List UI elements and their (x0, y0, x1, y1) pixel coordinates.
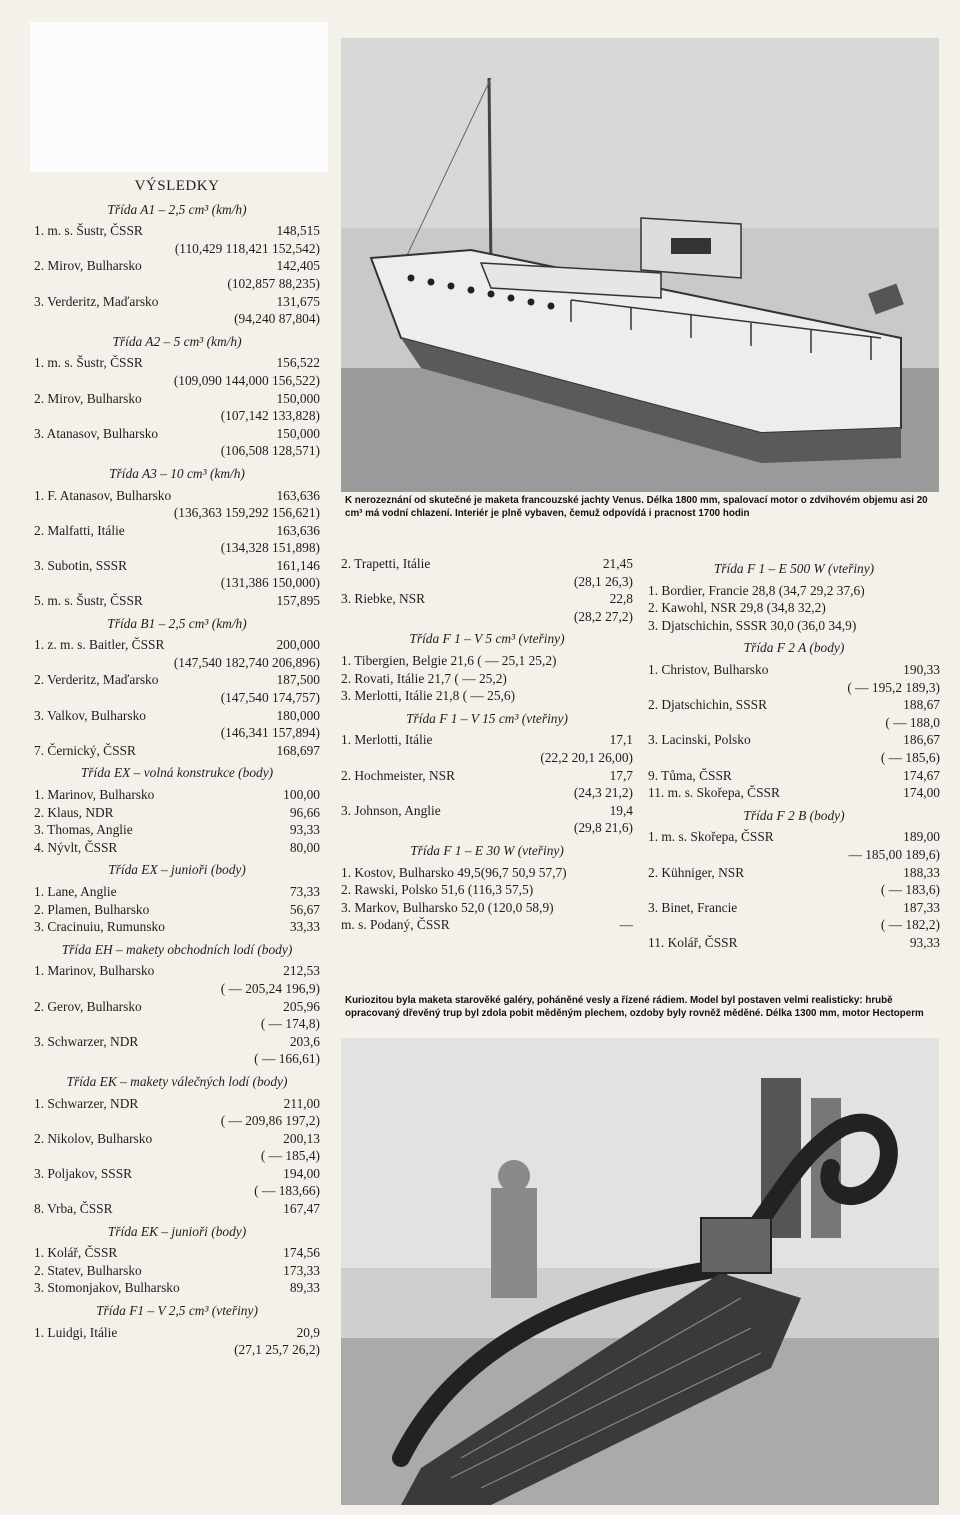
result-value: 17,7 (609, 767, 633, 783)
competitor: 1. Tibergien, Belgie 21,6 ( — 25,1 25,2) (341, 652, 557, 668)
result-value: 200,13 (283, 1130, 320, 1146)
competitor: 11. m. s. Skořepa, ČSSR (648, 785, 780, 801)
competitor: 2. Kawohl, NSR 29,8 (34,8 32,2) (648, 600, 826, 616)
galley-photo (341, 1038, 939, 1505)
result-value: 212,53 (283, 963, 320, 979)
result-row (34, 1262, 320, 1280)
result-value: 33,33 (289, 919, 320, 935)
class-heading: Třída F 1 – V 5 cm³ (vteřiny) (409, 631, 565, 647)
competitor: 3. Poljakov, SSSR (34, 1165, 133, 1181)
competitor: 2. Nikolov, Bulharsko (34, 1130, 153, 1146)
result-row (648, 696, 940, 714)
result-value: 56,67 (289, 901, 320, 917)
competitor: 1. m. s. Skořepa, ČSSR (648, 829, 774, 845)
result-row (34, 1244, 320, 1262)
result-row (341, 687, 633, 705)
competitor: 1. Marinov, Bulharsko (34, 963, 155, 979)
result-value: 188,33 (903, 864, 940, 880)
result-row (34, 354, 320, 372)
competitor: 7. Černický, ČSSR (34, 742, 136, 758)
result-value: 96,66 (289, 804, 320, 820)
class-heading: Třída EH – makety obchodních lodí (body) (61, 941, 293, 957)
attempt-values: (146,341 157,894) (220, 725, 320, 741)
class-heading: Třída A1 – 2,5 cm³ (km/h) (107, 201, 247, 217)
competitor: 3. Cracinuiu, Rumunsko (34, 919, 165, 935)
result-row (341, 652, 633, 670)
result-row (34, 487, 320, 505)
competitor: 2. Gerov, Bulharsko (34, 998, 142, 1014)
result-value: 174,00 (903, 785, 940, 801)
result-row (648, 899, 940, 917)
result-row (34, 1130, 320, 1148)
result-value: 200,000 (276, 637, 320, 653)
result-row (341, 864, 633, 882)
result-value: 188,67 (903, 697, 940, 713)
result-row (34, 1200, 320, 1218)
competitor: 3. Markov, Bulharsko 52,0 (120,0 58,9) (341, 899, 554, 915)
attempt-values: ( — 185,6) (880, 749, 940, 765)
result-row (34, 962, 320, 980)
result-row (34, 522, 320, 540)
competitor: 3. Valkov, Bulharsko (34, 707, 146, 723)
result-row (34, 1279, 320, 1297)
attempt-values: (27,1 25,7 26,2) (234, 1342, 320, 1358)
class-heading: Třída A3 – 10 cm³ (km/h) (109, 465, 245, 481)
result-row (341, 590, 633, 608)
yacht-caption: K nerozeznání od skutečné je maketa francouzské jachty Venus. Délka 1800 mm, spalovací motor o zdvihovém objemu asi 20 cm³ má vodní chlazení. Interiér je plně vybaven, čemuž odpovídá i pracnost 1700 hodin (345, 495, 928, 519)
attempt-values: ( — 209,86 197,2) (220, 1113, 320, 1129)
result-row (34, 1033, 320, 1051)
result-row (341, 670, 633, 688)
attempt-values: (102,857 88,235) (227, 275, 320, 291)
result-value: 19,4 (609, 802, 633, 818)
attempt-values: ( — 185,4) (260, 1148, 320, 1164)
result-value: 80,00 (289, 839, 320, 855)
competitor: 3. Stomonjakov, Bulharsko (34, 1280, 180, 1296)
result-row (34, 1165, 320, 1183)
result-row (34, 707, 320, 725)
galley-caption: Kuriozitou byla maketa starověké galéry, poháněné vesly a řízené rádiem. Model byl postaven velmi realisticky: hrubě opracovaný dřevěný trup byl zdola pobit měděným plechem, ozdoby byly rovněž měděné. Délka 1300 mm, motor Hectoperm (345, 995, 924, 1019)
result-value: 73,33 (289, 883, 320, 899)
competitor: 11. Kolář, ČSSR (648, 934, 738, 950)
result-value: 180,000 (276, 707, 320, 723)
competitor: 3. Subotin, SSSR (34, 557, 128, 573)
result-value: 168,697 (276, 742, 320, 758)
attempt-values: (106,508 128,571) (220, 443, 320, 459)
competitor: 3. Atanasov, Bulharsko (34, 425, 159, 441)
attempt-values: (147,540 182,740 206,896) (173, 654, 320, 670)
result-row (648, 767, 940, 785)
result-row (34, 821, 320, 839)
attempt-values: (110,429 118,421 152,542) (174, 240, 320, 256)
result-row (34, 636, 320, 654)
attempt-values: ( — 183,66) (254, 1183, 320, 1199)
competitor: 1. Marinov, Bulharsko (34, 787, 155, 802)
attempt-values: ( — 183,6) (880, 882, 940, 898)
result-value: 174,56 (283, 1245, 320, 1261)
competitor: 3. Schwarzer, NDR (34, 1033, 139, 1049)
class-heading: Třída EK – makety válečných lodí (body) (66, 1073, 288, 1089)
competitor: 2. Kühniger, NSR (648, 864, 745, 880)
class-heading: Třída F 1 – E 500 W (vteřiny) (713, 561, 875, 576)
result-row (34, 786, 320, 804)
class-heading: Třída B1 – 2,5 cm³ (km/h) (107, 615, 247, 631)
competitor: 9. Tůma, ČSSR (648, 767, 732, 783)
result-value: 17,1 (609, 732, 633, 748)
result-row (648, 617, 940, 635)
result-row (341, 881, 633, 899)
yacht-illustration (341, 38, 939, 492)
result-row (648, 582, 940, 600)
attempt-values: ( — 182,2) (880, 917, 940, 933)
result-value: 187,33 (903, 899, 940, 915)
result-value: 174,67 (903, 767, 940, 783)
class-heading: Třída A2 – 5 cm³ (km/h) (112, 333, 242, 349)
attempt-values: (28,2 27,2) (573, 608, 633, 624)
result-value: 173,33 (283, 1262, 320, 1278)
competitor: 1. F. Atanasov, Bulharsko (34, 487, 172, 503)
result-row (34, 293, 320, 311)
attempt-values: (29,8 21,6) (573, 820, 633, 836)
competitor: 3. Merlotti, Itálie 21,8 ( — 25,6) (341, 688, 516, 704)
class-heading: Třída F 2 A (body) (743, 640, 845, 656)
competitor: 1. Christov, Bulharsko (648, 661, 769, 677)
result-row (648, 731, 940, 749)
attempt-values: (107,142 133,828) (220, 408, 320, 424)
competitor: m. s. Podaný, ČSSR (341, 917, 450, 933)
attempt-values: (147,540 174,757) (220, 690, 320, 706)
result-value: 22,8 (609, 591, 633, 607)
result-value: 150,000 (276, 390, 320, 406)
result-row (648, 934, 940, 952)
result-value: 194,00 (283, 1165, 320, 1181)
result-value: 93,33 (909, 934, 940, 950)
competitor: 2. Statev, Bulharsko (34, 1262, 142, 1278)
result-row (34, 1095, 320, 1113)
result-row (648, 661, 940, 679)
class-heading: Třída F1 – V 2,5 cm³ (vteřiny) (96, 1303, 258, 1319)
yacht-photo (341, 38, 939, 492)
competitor: 2. Trapetti, Itálie (341, 556, 431, 571)
results-column-middle (341, 555, 633, 934)
result-value: — (619, 917, 633, 933)
competitor: 1. Luidgi, Itálie (34, 1324, 118, 1340)
class-heading: Třída F 2 B (body) (743, 807, 845, 823)
competitor: 3. Djatschichin, SSSR 30,0 (36,0 34,9) (648, 617, 857, 633)
attempt-values: (131,386 150,000) (220, 575, 320, 591)
competitor: 1. z. m. s. Baitler, ČSSR (34, 637, 165, 653)
class-heading: Třída EK – junioři (body) (107, 1223, 247, 1239)
attempt-values: (94,240 87,804) (234, 311, 320, 327)
competitor: 3. Binet, Francie (648, 899, 738, 915)
result-row (341, 916, 633, 934)
result-row (341, 731, 633, 749)
result-value: 157,895 (276, 593, 320, 609)
competitor: 3. Lacinski, Polsko (648, 732, 751, 748)
competitor: 2. Verderitz, Maďarsko (34, 672, 159, 688)
result-row (34, 883, 320, 901)
result-value: 163,636 (276, 487, 320, 503)
attempt-values: (109,090 144,000 156,522) (173, 372, 320, 388)
result-value: 131,675 (276, 293, 320, 309)
result-row (341, 899, 633, 917)
result-row (34, 390, 320, 408)
competitor: 2. Mirov, Bulharsko (34, 258, 142, 274)
competitor: 2. Malfatti, Itálie (34, 522, 125, 538)
blank-area (30, 22, 328, 172)
result-value: 205,96 (283, 998, 320, 1014)
attempt-values: (28,1 26,3) (573, 573, 633, 589)
result-value: 186,67 (903, 732, 940, 748)
result-value: 100,00 (283, 787, 320, 802)
result-row (34, 557, 320, 575)
result-row (341, 555, 633, 573)
result-row (648, 784, 940, 802)
result-row (34, 918, 320, 936)
result-value: 142,405 (276, 258, 320, 274)
page-title: VÝSLEDKY (134, 178, 220, 194)
attempt-values: (134,328 151,898) (220, 540, 320, 556)
results-column-left (34, 178, 320, 1359)
competitor: 3. Riebke, NSR (341, 591, 426, 607)
result-row (34, 257, 320, 275)
result-value: 190,33 (903, 661, 940, 677)
result-value: 156,522 (276, 355, 320, 371)
competitor: 1. Kolář, ČSSR (34, 1245, 118, 1261)
result-row (648, 828, 940, 846)
result-value: 161,146 (276, 557, 320, 573)
result-value: 211,00 (283, 1095, 320, 1111)
attempt-values: ( — 188,0 (885, 714, 940, 730)
competitor: 3. Thomas, Anglie (34, 822, 133, 838)
competitor: 1. m. s. Šustr, ČSSR (34, 355, 143, 371)
class-heading: Třída EX – junioři (body) (108, 862, 246, 878)
result-row (648, 599, 940, 617)
result-row (34, 222, 320, 240)
competitor: 5. m. s. Šustr, ČSSR (34, 593, 143, 609)
result-row (34, 425, 320, 443)
attempt-values: ( — 205,24 196,9) (220, 980, 320, 996)
result-value: 148,515 (276, 223, 320, 239)
result-value: 150,000 (276, 425, 320, 441)
result-row (34, 1324, 320, 1342)
competitor: 4. Nývlt, ČSSR (34, 839, 118, 855)
result-value: 203,6 (289, 1033, 320, 1049)
competitor: 1. Merlotti, Itálie (341, 732, 433, 748)
competitor: 1. m. s. Šustr, ČSSR (34, 223, 143, 239)
result-value: 167,47 (283, 1201, 320, 1217)
result-row (34, 804, 320, 822)
result-value: 187,500 (276, 672, 320, 688)
result-value: 93,33 (289, 822, 320, 838)
result-row (34, 671, 320, 689)
result-row (341, 802, 633, 820)
competitor: 2. Rovati, Itálie 21,7 ( — 25,2) (341, 670, 507, 686)
attempt-values: (24,3 21,2) (573, 785, 633, 801)
competitor: 2. Djatschichin, SSSR (648, 697, 768, 713)
competitor: 2. Mirov, Bulharsko (34, 390, 142, 406)
competitor: 8. Vrba, ČSSR (34, 1201, 113, 1217)
attempt-values: ( — 166,61) (254, 1051, 320, 1067)
result-row (34, 742, 320, 760)
result-value: 163,636 (276, 522, 320, 538)
result-row (34, 839, 320, 857)
attempt-values: (136,363 159,292 156,621) (173, 505, 320, 521)
attempt-values: ( — 195,2 189,3) (847, 679, 940, 695)
result-value: 189,00 (903, 829, 940, 845)
competitor: 3. Verderitz, Maďarsko (34, 293, 159, 309)
competitor: 2. Plamen, Bulharsko (34, 901, 150, 917)
result-row (648, 864, 940, 882)
attempt-values: ( — 174,8) (260, 1016, 320, 1032)
competitor: 2. Klaus, NDR (34, 804, 114, 820)
attempt-values: (22,2 20,1 26,00) (540, 749, 633, 765)
competitor: 2. Rawski, Polsko 51,6 (116,3 57,5) (341, 882, 534, 898)
competitor: 1. Bordier, Francie 28,8 (34,7 29,2 37,6) (648, 582, 865, 598)
result-value: 89,33 (289, 1280, 320, 1296)
class-heading: Třída F 1 – E 30 W (vteřiny) (410, 842, 564, 858)
competitor: 3. Johnson, Anglie (341, 802, 441, 818)
competitor: 2. Hochmeister, NSR (341, 767, 456, 783)
result-row (34, 592, 320, 610)
result-value: 21,45 (602, 556, 633, 571)
result-row (34, 998, 320, 1016)
galley-illustration (341, 1038, 939, 1505)
result-row (341, 767, 633, 785)
competitor: 1. Lane, Anglie (34, 883, 117, 899)
competitor: 1. Schwarzer, NDR (34, 1095, 139, 1111)
result-value: 20,9 (296, 1324, 320, 1340)
attempt-values: — 185,00 189,6) (848, 846, 940, 862)
competitor: 1. Kostov, Bulharsko 49,5(96,7 50,9 57,7) (341, 864, 567, 880)
result-row (34, 901, 320, 919)
results-column-right (648, 555, 940, 951)
class-heading: Třída EX – volná konstrukce (body) (80, 765, 274, 781)
class-heading: Třída F 1 – V 15 cm³ (vteřiny) (406, 710, 568, 726)
